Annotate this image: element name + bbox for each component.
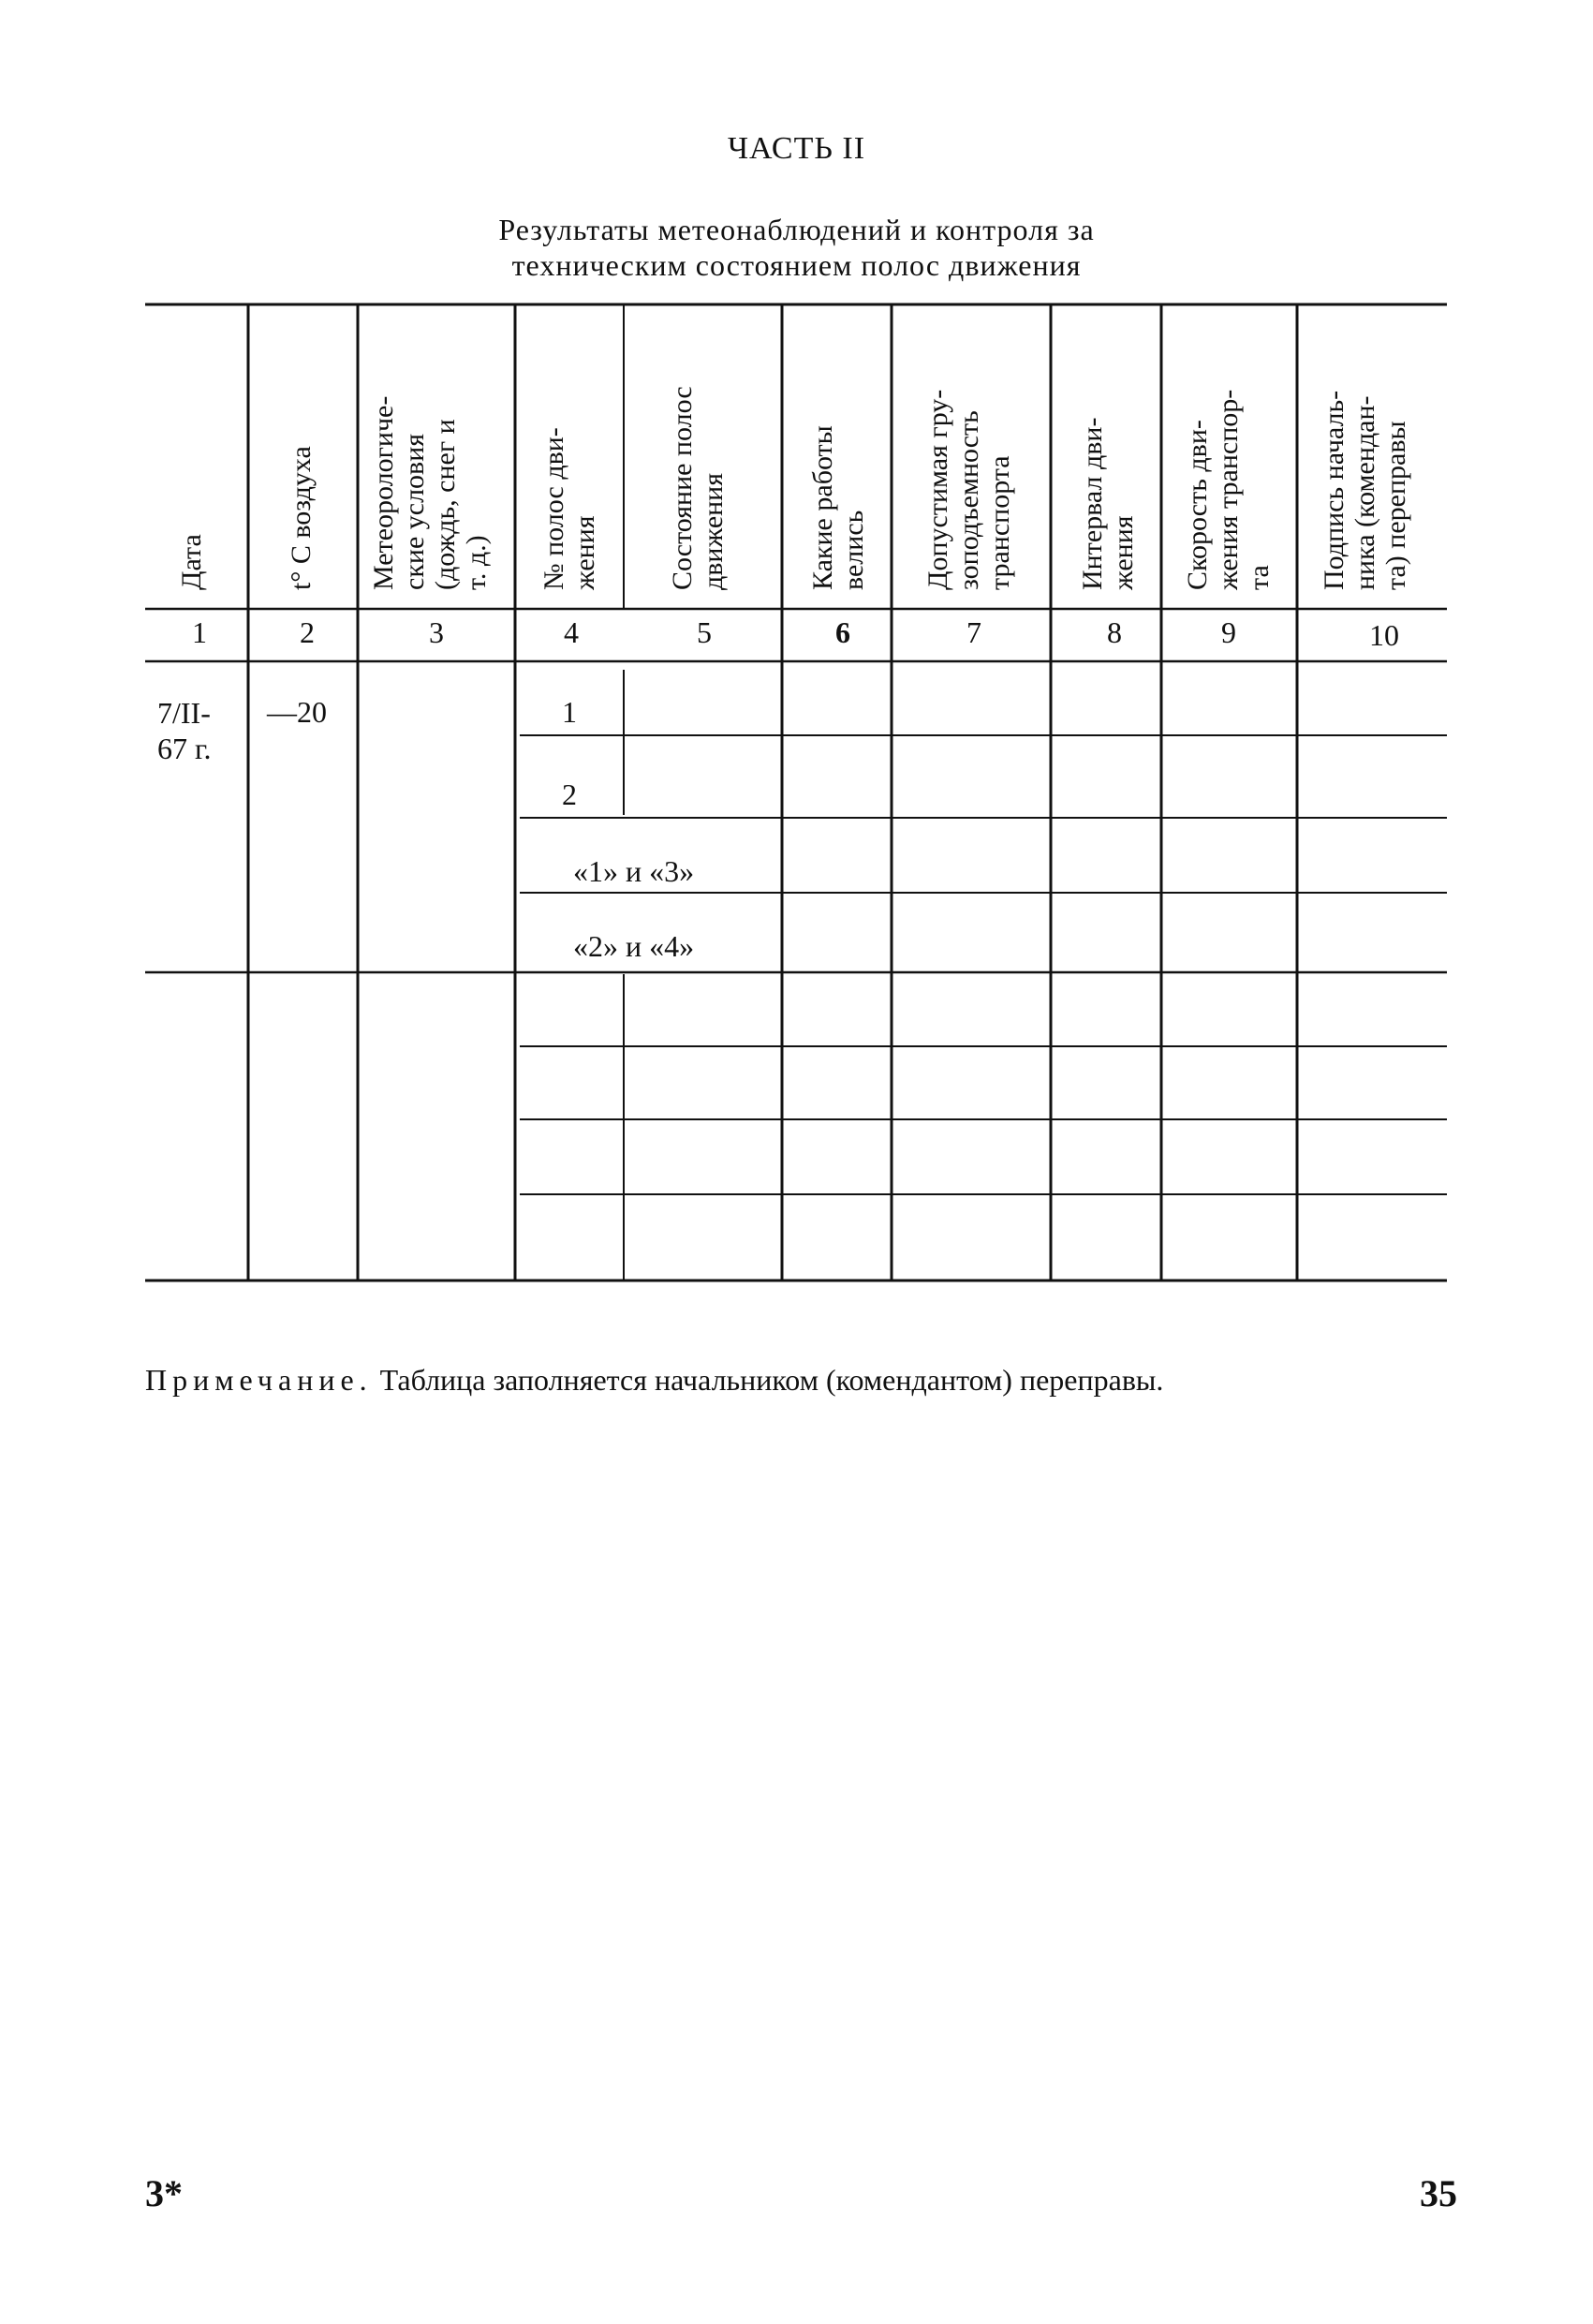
header-col-3-line1: Метеорологиче- (368, 395, 399, 590)
header-col-4-line2: жения (569, 515, 600, 590)
header-col-5 (667, 386, 729, 590)
col-number-3: 3 (429, 615, 444, 649)
row1-lane-2: 2 (562, 777, 577, 811)
col-number-5: 5 (697, 615, 712, 649)
header-col-10-line1: Подпись началь- (1319, 390, 1350, 590)
header-col-3-line2: ские условия (399, 433, 430, 590)
page-number: 35 (1420, 2172, 1457, 2214)
row1-lane-1: 1 (562, 695, 577, 729)
part-title: ЧАСТЬ II (727, 131, 866, 166)
table-title-line2: техническим состоянием полос движения (511, 248, 1082, 282)
header-col-5-line2: движения (698, 472, 729, 590)
footnote-label: Примечание. (145, 1363, 373, 1397)
header-col-1 (176, 534, 207, 590)
header-col-7-line1: Допустимая гру- (922, 389, 953, 590)
header-col-8-line1: Интервал дви- (1077, 417, 1108, 590)
header-col-9-line1: Скорость дви- (1182, 420, 1213, 590)
row1-lane-2-4: «2» и «4» (573, 929, 695, 963)
footnote-text: Таблица заполняется начальником (комендантом) переправы. (379, 1363, 1164, 1397)
header-col-8-line2: жения (1108, 515, 1139, 590)
header-col-9 (1182, 390, 1275, 590)
row1-date-line1: 7/II- (157, 696, 211, 730)
header-col-3-line4: т. д.) (461, 535, 492, 590)
col-number-6: 6 (835, 615, 850, 649)
header-col-8 (1077, 418, 1139, 590)
header-col-6-line1: Какие работы (807, 425, 838, 590)
header-col-7-line2: зоподъемность (953, 410, 984, 590)
header-col-4-line1: № полос дви- (538, 427, 569, 590)
header-col-6-line2: велись (838, 510, 869, 590)
row1-date (157, 695, 212, 766)
row1-lane-1-3: «1» и «3» (573, 854, 695, 888)
header-col-1-line: Дата (176, 534, 207, 590)
col-number-10: 10 (1369, 618, 1399, 652)
row1-date-line2: 67 г. (157, 732, 212, 765)
col-number-4: 4 (564, 615, 579, 649)
col-number-9: 9 (1221, 615, 1236, 649)
col-number-7: 7 (966, 615, 981, 649)
header-col-9-line3: та (1244, 565, 1275, 590)
col-number-2: 2 (300, 615, 315, 649)
header-col-9-line2: жения транспор- (1213, 389, 1244, 590)
header-col-4 (538, 427, 600, 590)
header-col-7-line3: транспорта (984, 455, 1015, 590)
header-col-6 (807, 425, 869, 590)
header-col-3 (368, 396, 492, 590)
header-col-10-line2: ника (комендан- (1350, 395, 1380, 590)
header-col-2-line: t° С воздуха (286, 446, 317, 590)
header-col-3-line3: (дождь, снег и (430, 419, 461, 590)
header-col-2 (286, 446, 317, 590)
table-title-line1: Результаты метеонаблюдений и контроля за (498, 213, 1095, 246)
col-number-1: 1 (192, 615, 207, 649)
header-col-7 (922, 390, 1015, 590)
header-col-5-line1: Состояние полос (667, 386, 698, 590)
footnote (145, 1360, 1447, 1399)
col-number-8: 8 (1107, 615, 1122, 649)
header-col-10-line3: та) переправы (1380, 421, 1411, 590)
row1-temp: —20 (267, 695, 327, 729)
header-col-10 (1319, 391, 1411, 590)
signature-mark: 3* (145, 2172, 183, 2214)
